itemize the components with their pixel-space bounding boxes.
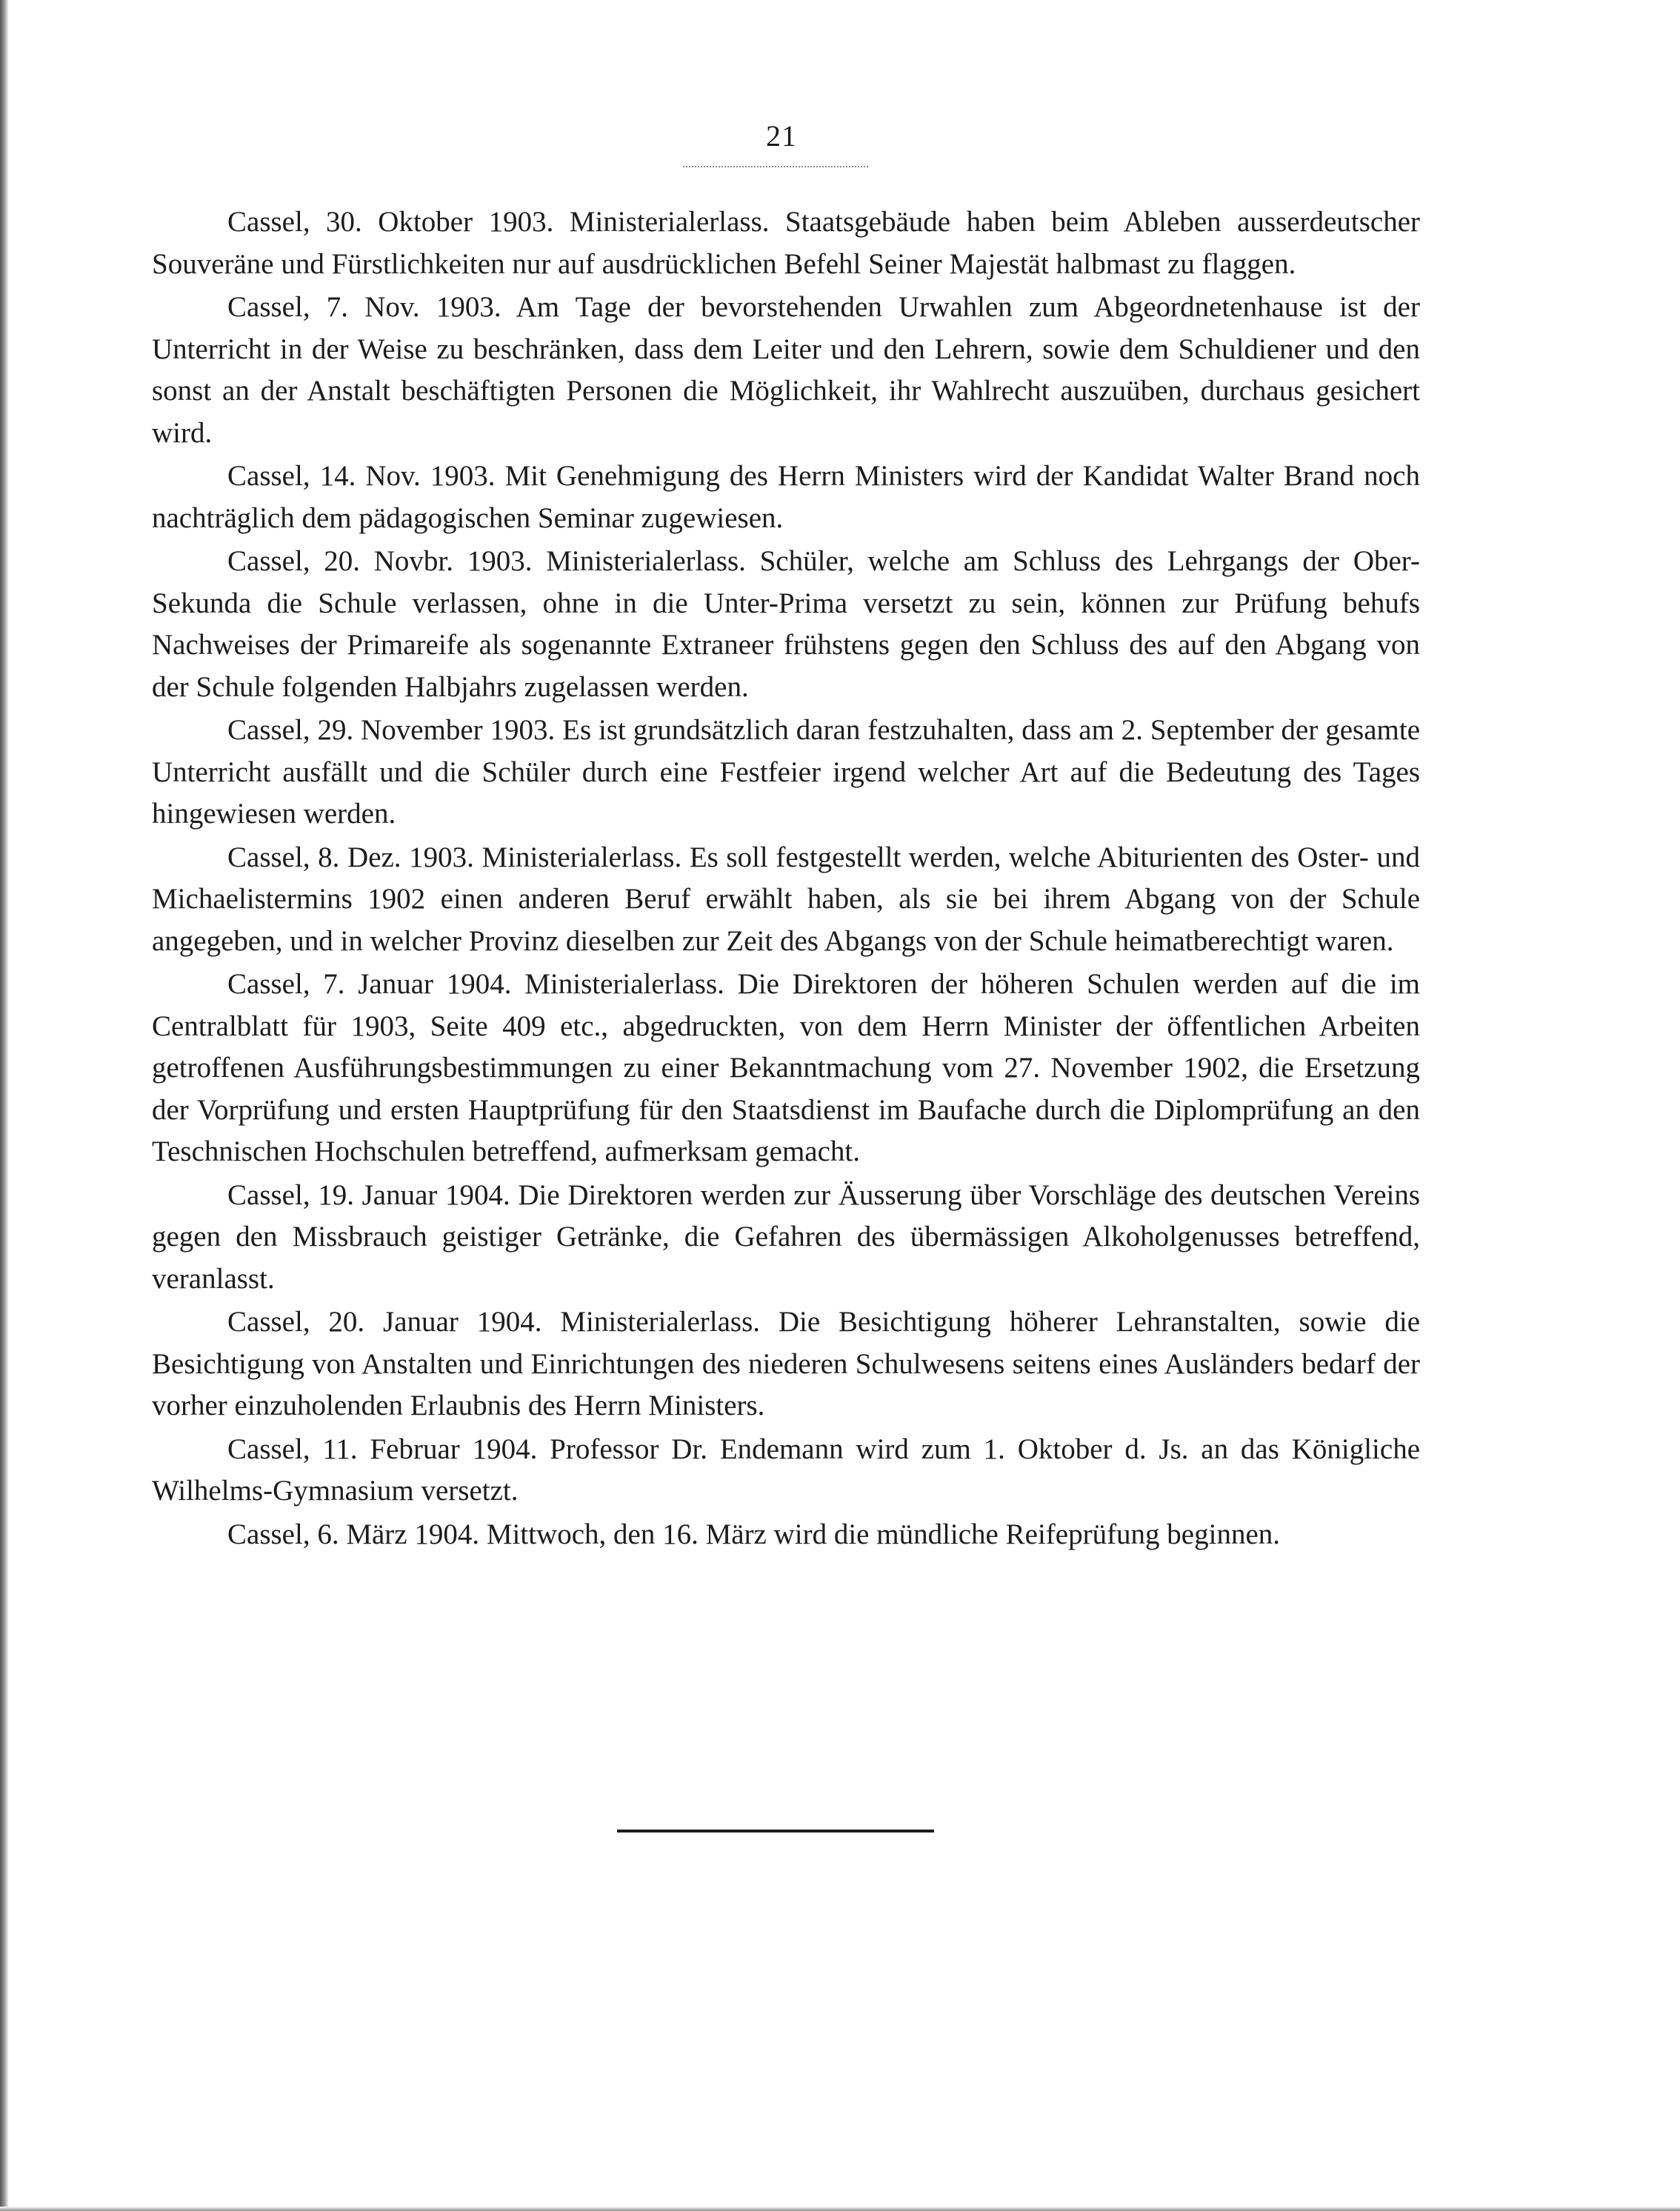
scan-bottom-edge [0, 2207, 1680, 2211]
entry-text: Mittwoch, den 16. März wird die mündliche Reifeprüfung beginnen. [486, 1518, 1281, 1550]
entry-8 [152, 1175, 1420, 1301]
entry-text: Ministerialerlass. Staatsgebäude haben beim Ableben ausserdeutscher Souveräne und Fürstlichkeiten nur auf ausdrücklichen Befehl Seiner Majestät halbmast zu flaggen. [152, 206, 1421, 280]
entry-10 [152, 1429, 1420, 1513]
entry-9 [152, 1301, 1420, 1427]
entry-date: Cassel, 11. Februar 1904. [227, 1433, 538, 1465]
entry-text: Ministerialerlass. Es soll festgestellt werden, welche Abiturienten des Oster- und Michaelistermins 1902 einen anderen Beruf erwählt haben, als sie bei ihrem Abgang von der Schule angegeben, und in welcher Provinz dieselben zur Zeit des Abgangs von der Schule heimatberechtigt waren. [152, 841, 1421, 957]
entry-11 [152, 1514, 1420, 1556]
entry-date: Cassel, 7. Januar 1904. [227, 968, 512, 1000]
entry-7 [152, 964, 1420, 1173]
entry-text: Ministerialerlass. Die Besichtigung höherer Lehranstalten, sowie die Besichtigung von Anstalten und Einrichtungen des niederen Schulwesens seitens eines Ausländers bedarf der vorher einzuholenden Erlaubnis des Herrn Ministers. [152, 1306, 1421, 1421]
entry-text: Am Tage der bevorstehenden Urwahlen zum Abgeordnetenhause ist der Unterricht in der Weise zu beschränken, dass dem Leiter und den Lehrern, sowie dem Schuldiener und den sonst an der Anstalt beschäftigten Personen die Möglichkeit, ihr Wahlrecht auszuüben, durchaus gesichert wird. [152, 291, 1420, 449]
entry-text: Professor Dr. Endemann wird zum 1. Oktober d. Js. an das Königliche Wilhelms-Gymnasium versetzt. [152, 1433, 1421, 1507]
entry-4 [152, 541, 1420, 708]
page-number-underline [683, 166, 868, 167]
entry-text: Mit Genehmigung des Herrn Ministers wird der Kandidat Walter Brand noch nachträglich dem pädagogischen Seminar zugewiesen. [152, 460, 1420, 534]
entry-text: Ministerialerlass. Schüler, welche am Schluss des Lehrgangs der Ober-Sekunda die Schule verlassen, ohne in die Unter-Prima versetzt zu sein, können zur Prüfung behufs Nachweises der Primareife als sogenannte Extraneer frühstens gegen den Schluss des auf den Abgang von der Schule folgenden Halbjahrs zugelassen werden. [152, 545, 1421, 703]
entry-date: Cassel, 20. Januar 1904. [227, 1306, 542, 1338]
entry-1 [152, 201, 1420, 285]
entry-6 [152, 837, 1420, 963]
entry-date: Cassel, 8. Dez. 1903. [227, 841, 474, 873]
entry-date: Cassel, 20. Novbr. 1903. [227, 545, 533, 577]
page-number: 21 [766, 119, 797, 153]
entry-date: Cassel, 29. November 1903. [227, 714, 556, 746]
entry-2 [152, 287, 1420, 454]
end-rule [617, 1830, 934, 1833]
entry-3 [152, 456, 1420, 539]
entry-date: Cassel, 14. Nov. 1903. [227, 460, 496, 492]
entry-5 [152, 710, 1420, 836]
entry-text: Ministerialerlass. Die Direktoren der höheren Schulen werden auf die im Centralblatt für 1903, Seite 409 etc., abgedruckten, von dem Herrn Minister der öffentlichen Arbeiten getroffenen Ausführungsbestimmungen zu einer Bekanntmachung vom 27. November 1902, die Ersetzung der Vorprüfung und ersten Hauptprüfung für den Staatsdienst im Baufache durch die Diplomprüfung an den Teschnischen Hochschulen betreffend, aufmerksam gemacht. [152, 968, 1420, 1167]
entry-text: Es ist grundsätzlich daran festzuhalten, dass am 2. September der gesamte Unterricht ausfällt und die Schüler durch eine Festfeier irgend welcher Art auf die Bedeutung des Tages hingewiesen werden. [152, 714, 1420, 830]
scan-left-edge [0, 0, 9, 2211]
entry-date: Cassel, 6. März 1904. [227, 1518, 480, 1550]
document-body [152, 201, 1420, 1557]
entry-date: Cassel, 19. Januar 1904. [227, 1178, 510, 1211]
entry-text: Die Direktoren werden zur Äusserung über Vorschläge des deutschen Vereins gegen den Missbrauch geistiger Getränke, die Gefahren des übermässigen Alkoholgenusses betreffend, veranlasst. [152, 1178, 1421, 1295]
entry-date: Cassel, 7. Nov. 1903. [227, 291, 501, 323]
entry-date: Cassel, 30. Oktober 1903. [227, 206, 554, 238]
